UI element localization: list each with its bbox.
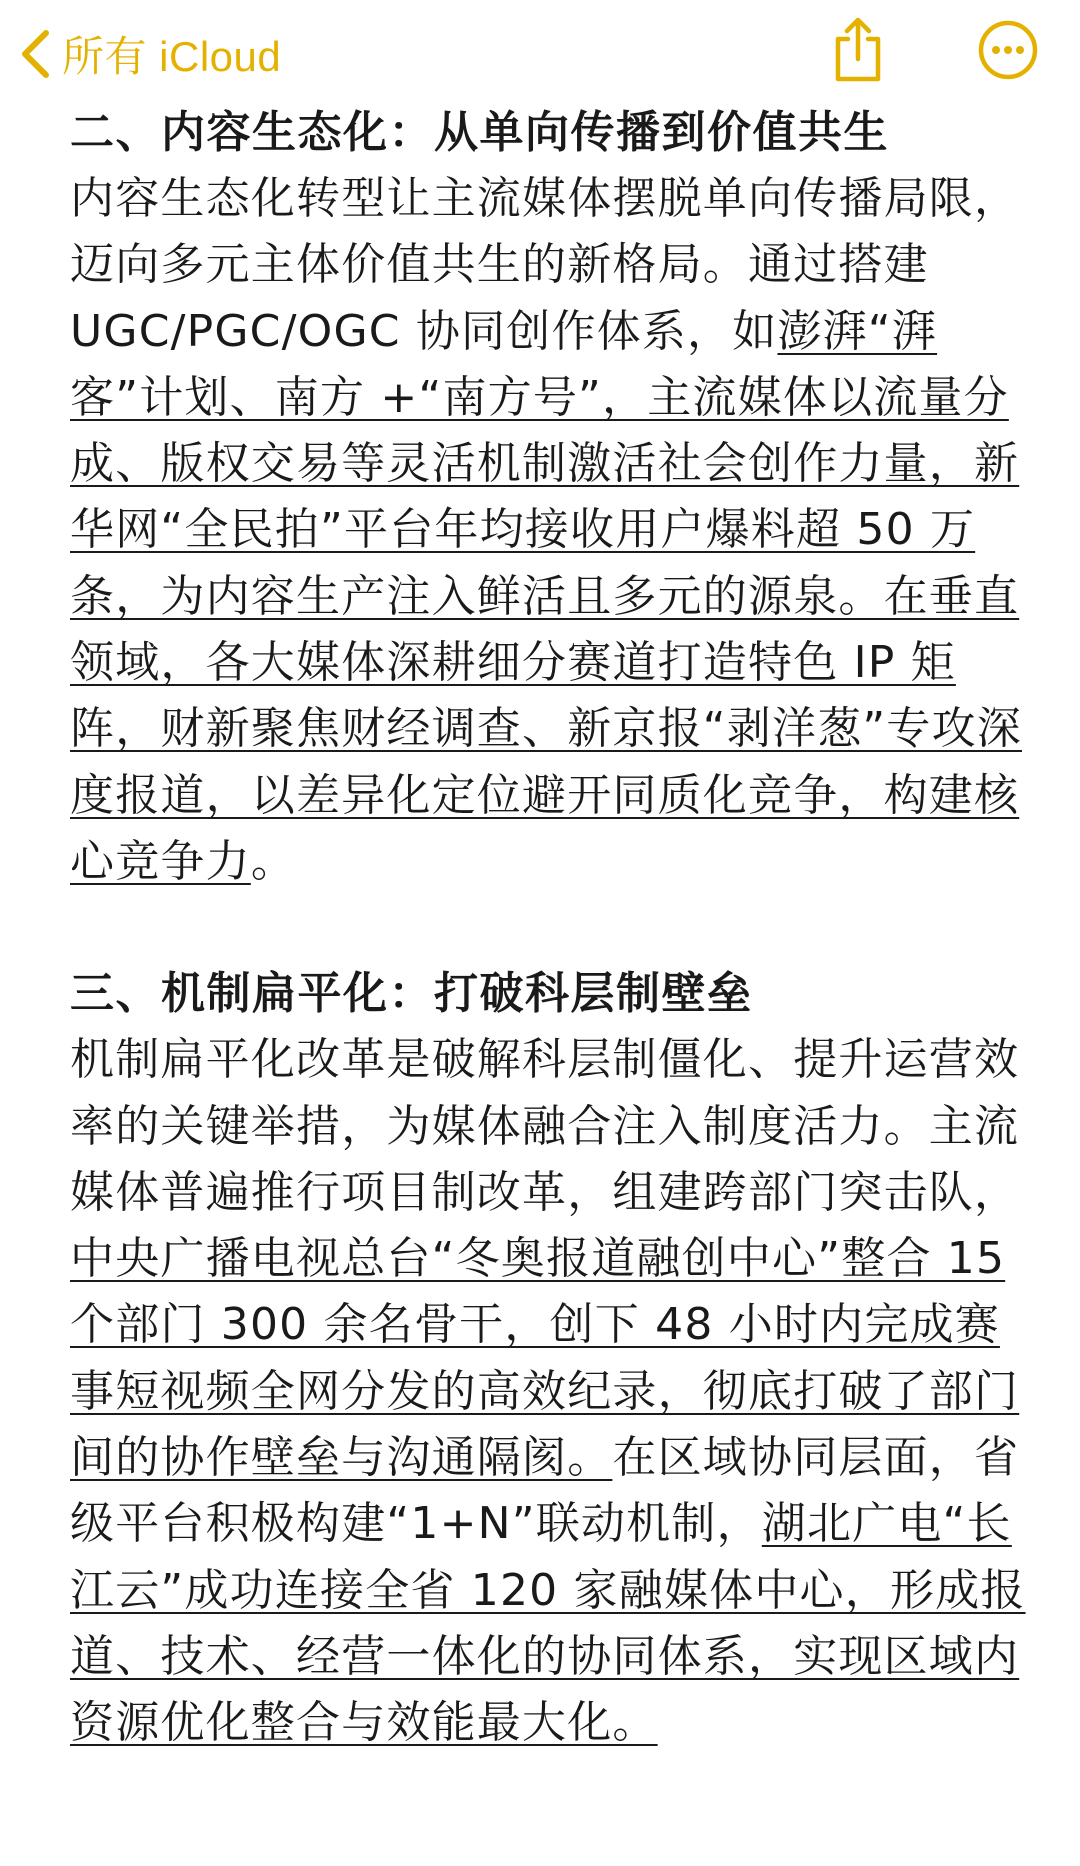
paragraph-text: 内容生态化转型让主流媒体摆脱单向传播局限，迈向多元主体价值共生的新格局。通过搭建 UGC/PGC/OGC 协同创作体系，如 (70, 173, 1020, 357)
ellipsis-circle-icon (977, 19, 1039, 85)
underlined-text: 澎湃“湃客”计划、南方 +“南方号”，主流媒体以流量分成、版权交易等灵活机制激活社会创作力量，新华网“全民拍”平台年均接收用户爆料超 50 万条，为内容生产注入鲜活且多元的源泉。在垂直领域，各大媒体深耕细分赛道打造特色 IP 矩阵，财新聚焦财经调查、新京报“剥洋葱”专攻深度报道，以差异化定位避开同质化竞争，构建核心竞争力 (70, 305, 1022, 887)
underlined-text: 湖北广电“长江云”成功连接全省 120 家融媒体中心，形成报道、技术、经营一体化的协同体系，实现区域内资源优化整合与效能最大化。 (70, 1498, 1026, 1749)
note-section-3 (70, 961, 1030, 1756)
underlined-text: 中央广播电视总台“冬奥报道融创中心”整合 15 个部门 300 余名骨干，创下 48 小时内完成赛事短视频全网分发的高效纪录，彻底打破了部门间的协作壁垒与沟通隔阂。 (70, 1233, 1020, 1484)
note-body[interactable] (70, 100, 1030, 1757)
paragraph-text: 。 (250, 835, 297, 887)
navigation-bar (0, 0, 1080, 105)
section-paragraph (70, 1027, 1030, 1756)
blank-line (70, 895, 1030, 961)
more-button[interactable] (970, 14, 1046, 90)
back-button[interactable] (18, 22, 281, 86)
section-paragraph (70, 166, 1030, 895)
chevron-left-icon (18, 29, 52, 79)
paragraph-text: 在区域协同层面，省级平台积极构建“1+N”联动机制， (70, 1432, 1020, 1550)
section-heading: 三、机制扁平化：打破科层制壁垒 (70, 968, 753, 1020)
back-label: 所有 iCloud (62, 33, 282, 80)
share-button[interactable] (820, 14, 896, 90)
note-section-2 (70, 100, 1030, 895)
section-heading: 二、内容生态化：从单向传播到价值共生 (70, 107, 889, 158)
paragraph-text: 机制扁平化改革是破解科层制僵化、提升运营效率的关键举措，为媒体融合注入制度活力。主流媒体普遍推行项目制改革，组建跨部门突击队， (70, 1034, 1020, 1218)
share-icon (830, 17, 886, 87)
